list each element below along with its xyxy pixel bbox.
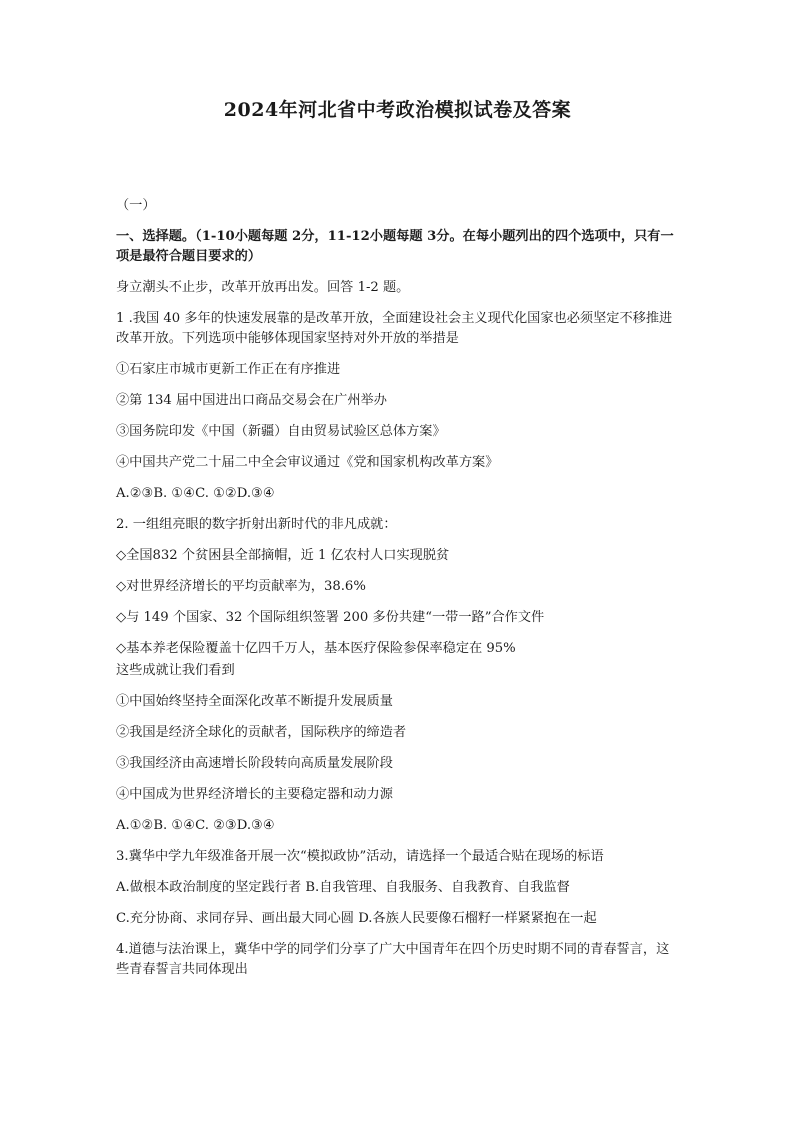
q1-item: ④中国共产党二十届二中全会审议通过《党和国家机构改革方案》 <box>116 455 499 470</box>
q1-item: ③国务院印发《中国（新疆）自由贸易试验区总体方案》 <box>116 424 446 439</box>
q2-fact: ◇全国832 个贫困县全部摘帽，近 1 亿农村人口实现脱贫 <box>116 548 450 563</box>
q4-stem: 4.道德与法治课上，冀华中学的同学们分享了广大中国青年在四个历史时期不同的青春誓言，这些青春誓言共同体现出 <box>116 942 670 977</box>
q2-fact: ◇对世界经济增长的平均贡献率为，38.6% <box>116 579 366 594</box>
q2-lead: 这些成就让我们看到 <box>116 663 235 678</box>
q1-item: ②第 134 届中国进出口商品交易会在广州举办 <box>116 393 387 408</box>
q2-item: ④中国成为世界经济增长的主要稳定器和动力源 <box>116 787 393 802</box>
page-title: 2024年河北省中考政治模拟试卷及答案 <box>223 99 572 121</box>
q1-item: ①石家庄市城市更新工作正在有序推进 <box>116 362 341 377</box>
q2-options: A.①②B. ①④C. ②③D.③④ <box>116 818 275 833</box>
q1-stem: 1 .我国 40 多年的快速发展靠的是改革开放，全面建设社会主义现代化国家也必须坚定不移推进改革开放。下列选项中能够体现国家坚持对外开放的举措是 <box>116 311 673 346</box>
q2-item: ②我国是经济全球化的贡献者，国际秩序的缔造者 <box>116 725 407 740</box>
q2-item: ③我国经济由高速增长阶段转向高质量发展阶段 <box>116 756 393 771</box>
q2-fact: ◇基本养老保险覆盖十亿四千万人，基本医疗保险参保率稳定在 95% <box>116 641 516 656</box>
part-heading: 一、选择题。（1-10小题每题 2分，11-12小题每题 3分。在每小题列出的四个选项中，只有一项是最符合题目要求的） <box>116 229 674 264</box>
q2-item: ①中国始终坚持全面深化改革不断提升发展质量 <box>116 694 393 709</box>
q2-fact: ◇与 149 个国家、32 个国际组织签署 200 多份共建“一带一路”合作文件 <box>116 610 545 625</box>
q2-stem: 2. 一组组亮眼的数字折射出新时代的非凡成就： <box>116 517 397 532</box>
section-label: （一） <box>116 198 156 213</box>
document-body <box>116 196 682 991</box>
q3-options-cd: C.充分协商、求同存异、画出最大同心圆 D.各族人民要像石榴籽一样紧紧抱在一起 <box>116 911 597 926</box>
q3-stem: 3.冀华中学九年级准备开展一次“模拟政协”活动，请选择一个最适合贴在现场的标语 <box>116 849 604 864</box>
intro-text: 身立潮头不止步，改革开放再出发。回答 1-2 题。 <box>116 280 410 295</box>
q3-options-ab: A.做根本政治制度的坚定践行者 B.自我管理、自我服务、自我教育、自我监督 <box>116 880 570 895</box>
q1-options: A.②③B. ①④C. ①②D.③④ <box>116 486 275 501</box>
